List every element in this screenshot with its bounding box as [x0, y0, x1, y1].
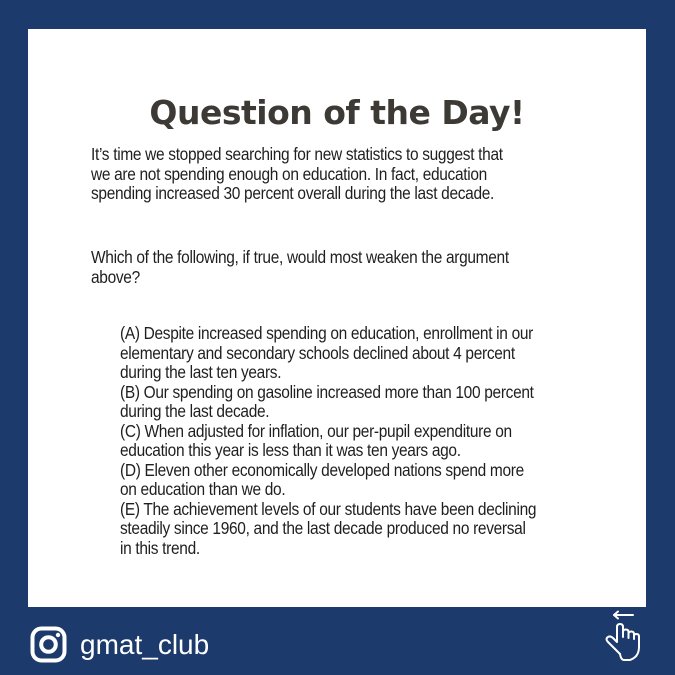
choice-e-line: in this trend.	[120, 537, 200, 558]
page-title: Question of the Day!	[149, 93, 525, 132]
choice-c-line: education this year is less than it was ten years ago.	[120, 440, 461, 460]
choice-e-line: (E) The achievement levels of our students have been declining	[120, 498, 537, 519]
choice-b-line: (B) Our spending on gasoline increased more than 100 percent	[120, 381, 534, 402]
stimulus-text	[91, 145, 582, 204]
question-line: above?	[91, 266, 140, 287]
swipe-hand-icon	[600, 610, 646, 664]
social-handle[interactable]: gmat_club	[80, 629, 210, 660]
stimulus-line: we are not spending enough on education. In fact, education	[91, 163, 487, 184]
choice-a-line: (A) Despite increased spending on education, enrollment in our	[120, 323, 534, 343]
choice-e-line: steadily since 1960, and the last decade produced no reversal	[120, 518, 526, 538]
stimulus-line: It’s time we stopped searching for new statistics to suggest that	[91, 144, 503, 164]
choice-a-line: during the last ten years.	[120, 362, 282, 382]
choice-c-line: (C) When adjusted for inflation, our per-pupil expenditure on	[120, 420, 512, 441]
question-card	[28, 29, 646, 607]
choice-a-line: elementary and secondary schools declined about 4 percent	[120, 342, 515, 363]
choice-b-line: during the last decade.	[120, 401, 270, 421]
choice-d-line: (D) Eleven other economically developed nations spend more	[120, 459, 524, 480]
answer-choices	[120, 324, 606, 558]
question-stem	[91, 248, 582, 287]
stimulus-line: spending increased 30 percent overall during the last decade.	[91, 183, 495, 203]
question-line: Which of the following, if true, would most weaken the argument	[91, 247, 509, 267]
instagram-icon[interactable]	[30, 626, 67, 663]
choice-d-line: on education than we do.	[120, 479, 286, 499]
